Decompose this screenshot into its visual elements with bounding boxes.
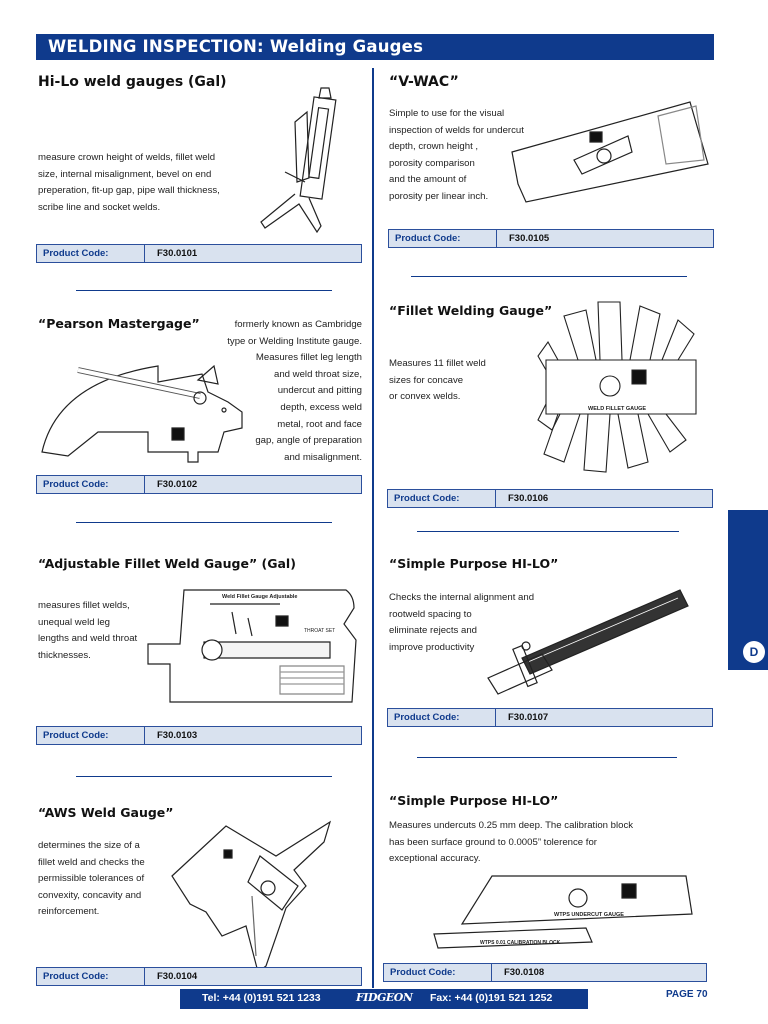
desc-line: depth, excess weld (280, 401, 362, 413)
undercut-gauge-illustration (430, 870, 696, 956)
desc-line: has been surface ground to 0.0005” tolerence for (389, 836, 598, 848)
page-number: PAGE 70 (666, 989, 708, 1000)
desc-line: formerly known as Cambridge (234, 319, 362, 330)
product-title-fillet-welding: “Fillet Welding Gauge” (389, 303, 553, 318)
product-code-box-fillet-welding (387, 489, 713, 508)
desc-line: and the amount of (389, 174, 467, 186)
footer-bar (180, 989, 588, 1009)
desc-line: porosity per linear inch. (389, 190, 489, 202)
desc-line: metal, root and face (277, 418, 362, 430)
product-code-value: F30.0105 (509, 233, 550, 244)
product-desc-simple-purpose-2 (389, 818, 689, 868)
section-rule (76, 522, 332, 523)
desc-line: depth, crown height , (389, 141, 479, 153)
product-code-label: Product Code: (37, 727, 145, 744)
desc-line: exceptional accuracy. (389, 853, 481, 865)
section-rule (76, 290, 332, 291)
product-title-aws: “AWS Weld Gauge” (38, 805, 174, 820)
product-code-box-vwac (388, 229, 714, 248)
desc-line: scribe line and socket welds. (38, 201, 161, 213)
footer-logo: FIDGEON (356, 991, 413, 1004)
desc-line: measure crown height of welds, fillet weld (38, 152, 216, 163)
adjustable-gauge-label: Weld Fillet Gauge Adjustable (222, 594, 298, 600)
desc-line: permissible tolerances of (38, 873, 145, 885)
calibration-block-label: WTPS 0.01 CALIBRATION BLOCK (480, 940, 561, 946)
fillet-welding-gauge-illustration (538, 296, 704, 476)
desc-line: rootweld spacing to (389, 608, 472, 620)
desc-line: unequal weld leg (38, 616, 111, 628)
desc-line: Checks the internal alignment and (389, 592, 535, 603)
product-title-adjustable-fillet: “Adjustable Fillet Weld Gauge” (Gal) (38, 556, 296, 571)
adjustable-gauge-sub: THROAT SET (304, 628, 336, 634)
product-code-label: Product Code: (388, 709, 496, 726)
desc-line: fillet weld and checks the (38, 856, 145, 868)
desc-line: Measures fillet leg length (255, 352, 362, 364)
header-title: Welding Gauges (269, 37, 424, 56)
desc-line: lengths and weld throat (38, 633, 138, 645)
desc-line: or convex welds. (389, 391, 461, 403)
section-tab-badge (743, 641, 765, 663)
section-rule (417, 757, 677, 758)
product-title-pearson: “Pearson Mastergage” (38, 316, 200, 331)
product-title-simple-purpose-2: “Simple Purpose HI-LO” (389, 793, 559, 808)
desc-line: inspection of welds for undercut (389, 124, 524, 136)
desc-line: determines the size of a (38, 840, 140, 851)
product-code-box-simple-purpose-2 (383, 963, 707, 982)
product-code-value: F30.0104 (157, 971, 198, 982)
product-code-value: F30.0108 (504, 967, 545, 978)
desc-line: size, internal misalignment, bevel on end (38, 168, 212, 180)
desc-line: undercut and pitting (277, 385, 362, 397)
pearson-mastergage-illustration (38, 352, 248, 464)
hilo-gauge-illustration (255, 82, 335, 242)
product-code-label: Product Code: (384, 964, 492, 981)
footer-tel: Tel: +44 (0)191 521 1233 (202, 992, 321, 1004)
product-code-value: F30.0107 (508, 712, 549, 723)
product-desc-hilo (38, 150, 258, 216)
desc-line: and misalignment. (284, 451, 362, 463)
desc-line: Simple to use for the visual (389, 108, 505, 119)
page-header (36, 34, 714, 60)
simple-purpose-hilo-illustration (482, 588, 692, 700)
section-rule (411, 276, 687, 277)
header-section: WELDING INSPECTION: (48, 37, 264, 56)
desc-line: gap, angle of preparation (255, 435, 362, 447)
footer-fax: Fax: +44 (0)191 521 1252 (430, 992, 553, 1004)
product-code-value: F30.0106 (508, 493, 549, 504)
desc-line: convexity, concavity and (38, 889, 142, 901)
vwac-gauge-illustration (508, 94, 714, 206)
desc-line: measures fillet welds, (38, 600, 130, 611)
section-tab-letter: D (749, 645, 759, 659)
adjustable-fillet-gauge-illustration (140, 584, 362, 706)
product-code-value: F30.0103 (157, 730, 198, 741)
product-code-box-simple-purpose-1 (387, 708, 713, 727)
section-rule (417, 531, 679, 532)
aws-gauge-illustration (166, 816, 336, 974)
product-title-simple-purpose-1: “Simple Purpose HI-LO” (389, 556, 559, 571)
desc-line: Measures 11 fillet weld (389, 358, 486, 369)
product-title-hilo: Hi-Lo weld gauges (Gal) (38, 74, 227, 90)
product-code-box-pearson (36, 475, 362, 494)
section-rule (76, 776, 332, 777)
product-desc-fillet-welding (389, 356, 529, 406)
product-title-vwac: “V-WAC” (389, 74, 459, 90)
product-code-box-aws (36, 967, 362, 986)
product-code-box-hilo (36, 244, 362, 263)
product-code-label: Product Code: (37, 245, 145, 262)
product-code-label: Product Code: (37, 476, 145, 493)
product-code-label: Product Code: (37, 968, 145, 985)
desc-line: improve productivity (389, 641, 475, 653)
desc-line: thicknesses. (38, 649, 91, 661)
desc-line: porosity comparison (389, 157, 475, 169)
product-code-value: F30.0101 (157, 248, 198, 259)
product-code-value: F30.0102 (157, 479, 198, 490)
fillet-gauge-label: WELD FILLET GAUGE (588, 406, 647, 412)
product-code-label: Product Code: (389, 230, 497, 247)
desc-line: and weld throat size, (274, 368, 362, 380)
desc-line: reinforcement. (38, 906, 100, 918)
column-divider (372, 68, 374, 988)
undercut-gauge-label: WTPS UNDERCUT GAUGE (554, 912, 624, 918)
desc-line: preperation, fit-up gap, pipe wall thickness, (38, 185, 220, 197)
desc-line: sizes for concave (389, 374, 464, 386)
desc-line: eliminate rejects and (389, 625, 477, 637)
product-code-box-adjustable-fillet (36, 726, 362, 745)
desc-line: type or Welding Institute gauge. (227, 335, 362, 347)
product-code-label: Product Code: (388, 490, 496, 507)
desc-line: Measures undercuts 0.25 mm deep. The calibration block (389, 820, 634, 831)
